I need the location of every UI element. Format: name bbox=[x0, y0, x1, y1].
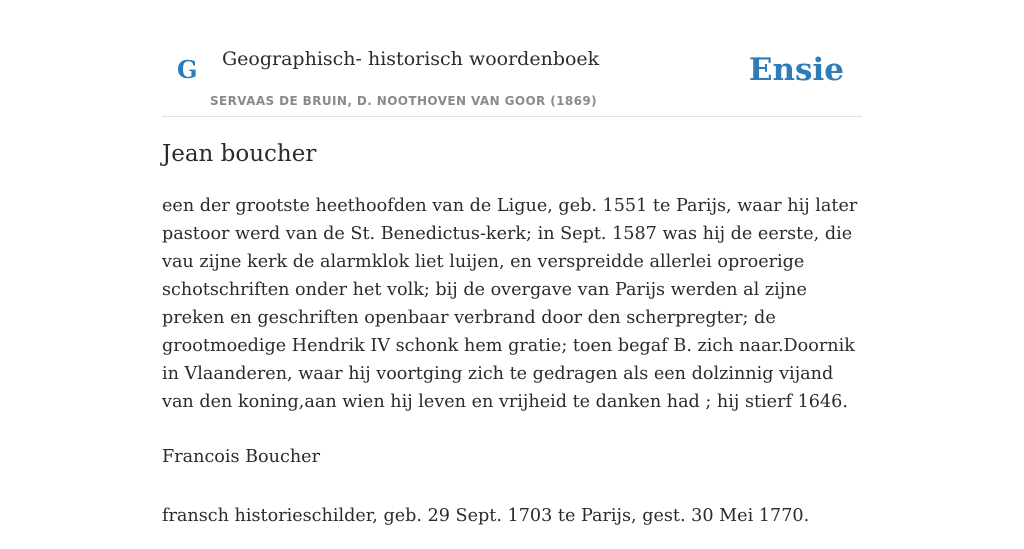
entry-paragraph: fransch historieschilder, geb. 29 Sept. 1703 te Parijs, gest. 30 Mei 1770. bbox=[162, 506, 810, 526]
book-authors-link[interactable]: SERVAAS DE BRUIN, D. NOOTHOVEN VAN GOOR (1869) bbox=[210, 94, 598, 108]
entry-subheading: Francois Boucher bbox=[162, 447, 320, 467]
ensie-logo[interactable]: Ensie bbox=[748, 52, 844, 88]
book-logo-icon[interactable]: G bbox=[177, 55, 198, 84]
page bbox=[162, 0, 862, 526]
entry-paragraph: een der grootste heethoofden van de Ligue, geb. 1551 te Parijs, waar hij later pastoor werd van de St. Benedictus-kerk; in Sept. 1587 was hij de eerste, die vau zijne kerk de alarmklok liet luijen, en verspreidde allerlei oproerige schotschriften onder het volk; bij de overgave van Parijs werden al zijne preken en geschriften openbaar verbrand door den scherpregter; de grootmoedige Hendrik IV schonk hem gratie; toen begaf B. zich naar.Doornik in Vlaanderen, waar hij voortging zich te gedragen als een dolzinnig vijand van den koning,aan wien hij leven en vrijheid te danken had ; hij stierf 1646. bbox=[162, 196, 858, 412]
entry-body bbox=[162, 192, 862, 549]
entry-title: Jean boucher bbox=[162, 141, 317, 167]
book-title-link[interactable]: Geographisch- historisch woordenboek bbox=[222, 48, 600, 70]
site-header bbox=[162, 0, 862, 117]
